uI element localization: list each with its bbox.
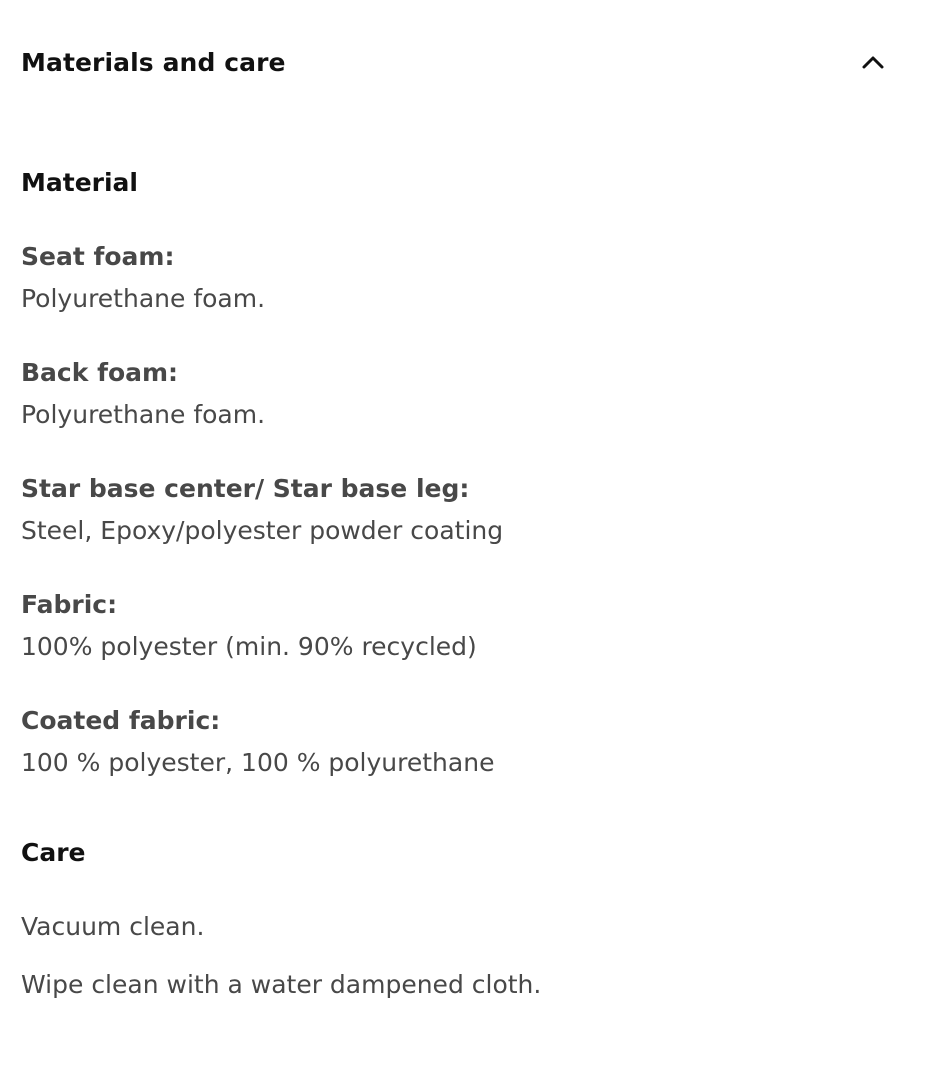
coated-fabric-value: 100 % polyester, 100 % polyurethane [21,748,495,777]
fabric-value: 100% polyester (min. 90% recycled) [21,632,477,661]
accordion-title: Materials and care [21,47,286,77]
chevron-up-icon[interactable] [859,48,887,76]
care-instruction: Vacuum clean. [21,912,205,941]
coated-fabric-label: Coated fabric: [21,706,221,735]
star-base-label: Star base center/ Star base leg: [21,474,470,503]
seat-foam-label: Seat foam: [21,242,175,271]
back-foam-label: Back foam: [21,358,179,387]
seat-foam-value: Polyurethane foam. [21,284,266,313]
care-instruction: Wipe clean with a water dampened cloth. [21,970,542,999]
fabric-label: Fabric: [21,590,118,619]
material-heading: Material [21,168,138,197]
materials-and-care-toggle[interactable] [21,40,893,84]
back-foam-value: Polyurethane foam. [21,400,266,429]
care-heading: Care [21,838,86,867]
star-base-value: Steel, Epoxy/polyester powder coating [21,516,504,545]
